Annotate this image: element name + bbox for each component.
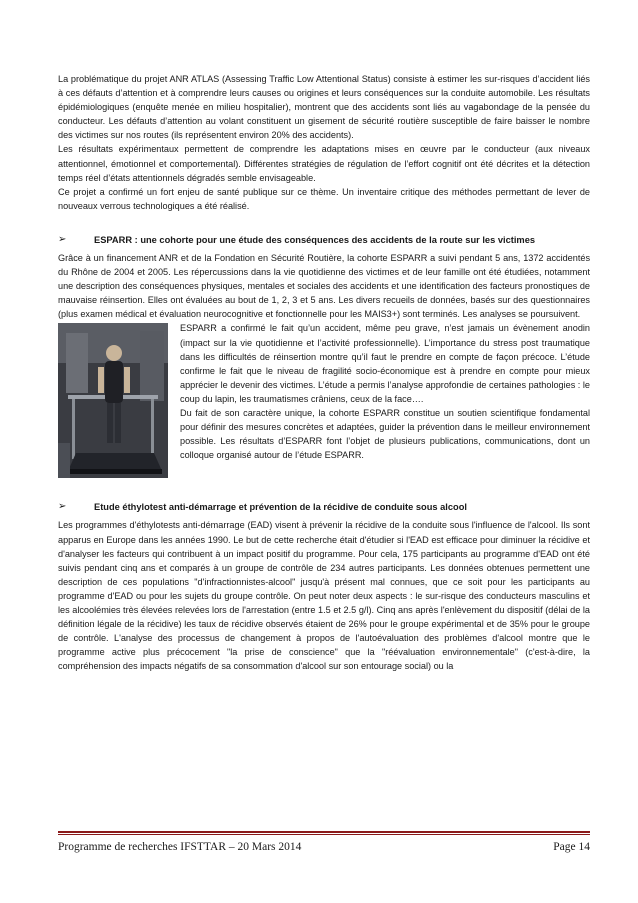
esparr-heading-text: ESPARR : une cohorte pour une étude des conséquences des accidents de la route sur les victimes (94, 234, 536, 245)
intro-paragraph-3: Ce projet a confirmé un fort enjeu de santé publique sur ce thème. Un inventaire critique des méthodes permettant de lever de nouveaux verrous technologiques a été réalisé. (58, 186, 590, 211)
ead-heading-text: Etude éthylotest anti-démarrage et prévention de la récidive de conduite sous alcool (94, 502, 468, 513)
esparr-heading (58, 233, 590, 247)
intro-paragraph-2: Les résultats expérimentaux permettent de comprendre les adaptations mises en œuvre par le conducteur (aux niveaux attentionnel, émotionnel et comportemental). Différentes stratégies de régulation de l’effort cognitif ont été décrites et la détection temps réel d’états attentionnels dégradés semble envisageable. (58, 144, 590, 183)
esparr-paragraph-1: Grâce à un financement ANR et de la Fondation en Sécurité Routière, la cohorte ESPARR a suivi pendant 5 ans, 1372 accidentés du Rhône de 2004 et 2005. Les répercussions dans la vie quotidienne des victimes et de leur famille ont été étudiées, notamment une description des conséquences physiques, mentales et sociales des accidents et une identification des facteurs pronostiques de mauvaise réinsertion. Elles ont évaluées au bout de 1, 2, 3 et 5 ans. Les divers recueils de données, basés sur des questionnaires (plus examen médical et évaluation neurocognitive et fonctionnelle pour les MAIS3+) sont terminés. Les analyses se poursuivent. (58, 252, 590, 320)
arrow-bullet-icon: ➢ (58, 501, 67, 513)
arrow-bullet-icon: ➢ (58, 233, 67, 245)
footer-row (58, 839, 590, 855)
ead-paragraph-1: Les programmes d'éthylotests anti-démarrage (EAD) visent à prévenir la récidive de la conduite sous l'influence de l'alcool. Ils sont apparus en Europe dans les années 1990. Le but de cette recherche était d'étudier si l'EAD est efficace pour diminuer la récidive et d'analyser les facteurs qui contribuent à un impact positif du programme. Pour cela, 175 participants au programme d'EAD ont été suivis pendant cinq ans et comparés à un groupe de contrôle de 234 autres participants. Les données obtenues permettent une description de ces populations "d'infractionnistes-alcool" jusqu'à présent mal connues, que ce soit pour les participants au programme d'EAD ou pour les sujets du groupe contrôle. On peut noter deux aspects : le sur-risque des conducteurs masculins et les alcoolémies très élevées relevées lors de l'arrestation (entre 1.5 et 2.5 g/l). Cinq ans après l'enlèvement du dispositif (délai de la définition légale de la récidive) les taux de récidive observés étaient de 26% pour le groupe expérimental et de 35% pour le groupe de contrôle. L'analyse des processus de changement à propos de l'autoévaluation des problèmes d'alcool montre que le programme active plus précocement "la prise de conscience" que la "réévaluation environnementale" (c'est-à-dire, la compréhension des impacts négatifs de sa consommation d'alcool sur son entourage social) ou la (58, 520, 590, 672)
page-content (58, 72, 590, 673)
intro-paragraph-1: La problématique du projet ANR ATLAS (Assessing Traffic Low Attentional Status) consiste à estimer les sur-risques d’accident liés à ces défauts d’attention et à comprendre leurs causes ou origines et leurs conséquences sur la conduite automobile. Les résultats épidémiologiques (enquête menée en milieu hospitalier), montrent que des accidents sont liés au vagabondage de la pensée du conducteur. Les défauts d’attention au volant constituent un gisement de sécurité routière susceptible de faire baisser le nombre des victimes sur nos routes (ils représentent environ 20% des accidents). (58, 74, 590, 141)
intro-section (58, 72, 590, 213)
esparr-paragraph-3: Du fait de son caractère unique, la cohorte ESPARR constitue un soutien scientifique fondamental pour définir des mesures concrètes et adaptées, guider la prévention dans le meilleur environnement possible. Les résultats d’ESPARR font l’objet de plusieurs publications, communications, dont un colloque organisé autour de l’étude ESPARR. (180, 407, 590, 461)
esparr-section (58, 251, 590, 480)
footer-rule-thin (58, 834, 590, 835)
photo-illustration (58, 323, 168, 478)
esparr-paragraph-2: ESPARR a confirmé le fait qu’un accident, même peu grave, n’est jamais un évènement anodin (impact sur la vie quotidienne et l’activité professionnelle). L’importance du stress post traumatique dans les difficultés de réinsertion montre qu’il faut le prendre en compte de façon précoce. L’étude confirme le fait que le niveau de fragilité socio-économique est à prendre en compte pour mieux apprécier le devenir des victimes. L’étude a permis l’analyse approfondie de certaines pathologies : le coup du lapin, les traumatismes crâniens, ceux de la face…. (180, 323, 590, 404)
treadmill-rehabilitation-photo (58, 323, 168, 478)
ead-heading (58, 500, 590, 514)
footer-program-title: Programme de recherches IFSTTAR – 20 Mars 2014 (58, 841, 302, 853)
footer-rule (58, 831, 590, 833)
footer-page-number: Page 14 (553, 841, 590, 853)
page-footer (58, 831, 590, 855)
ead-section (58, 518, 590, 673)
